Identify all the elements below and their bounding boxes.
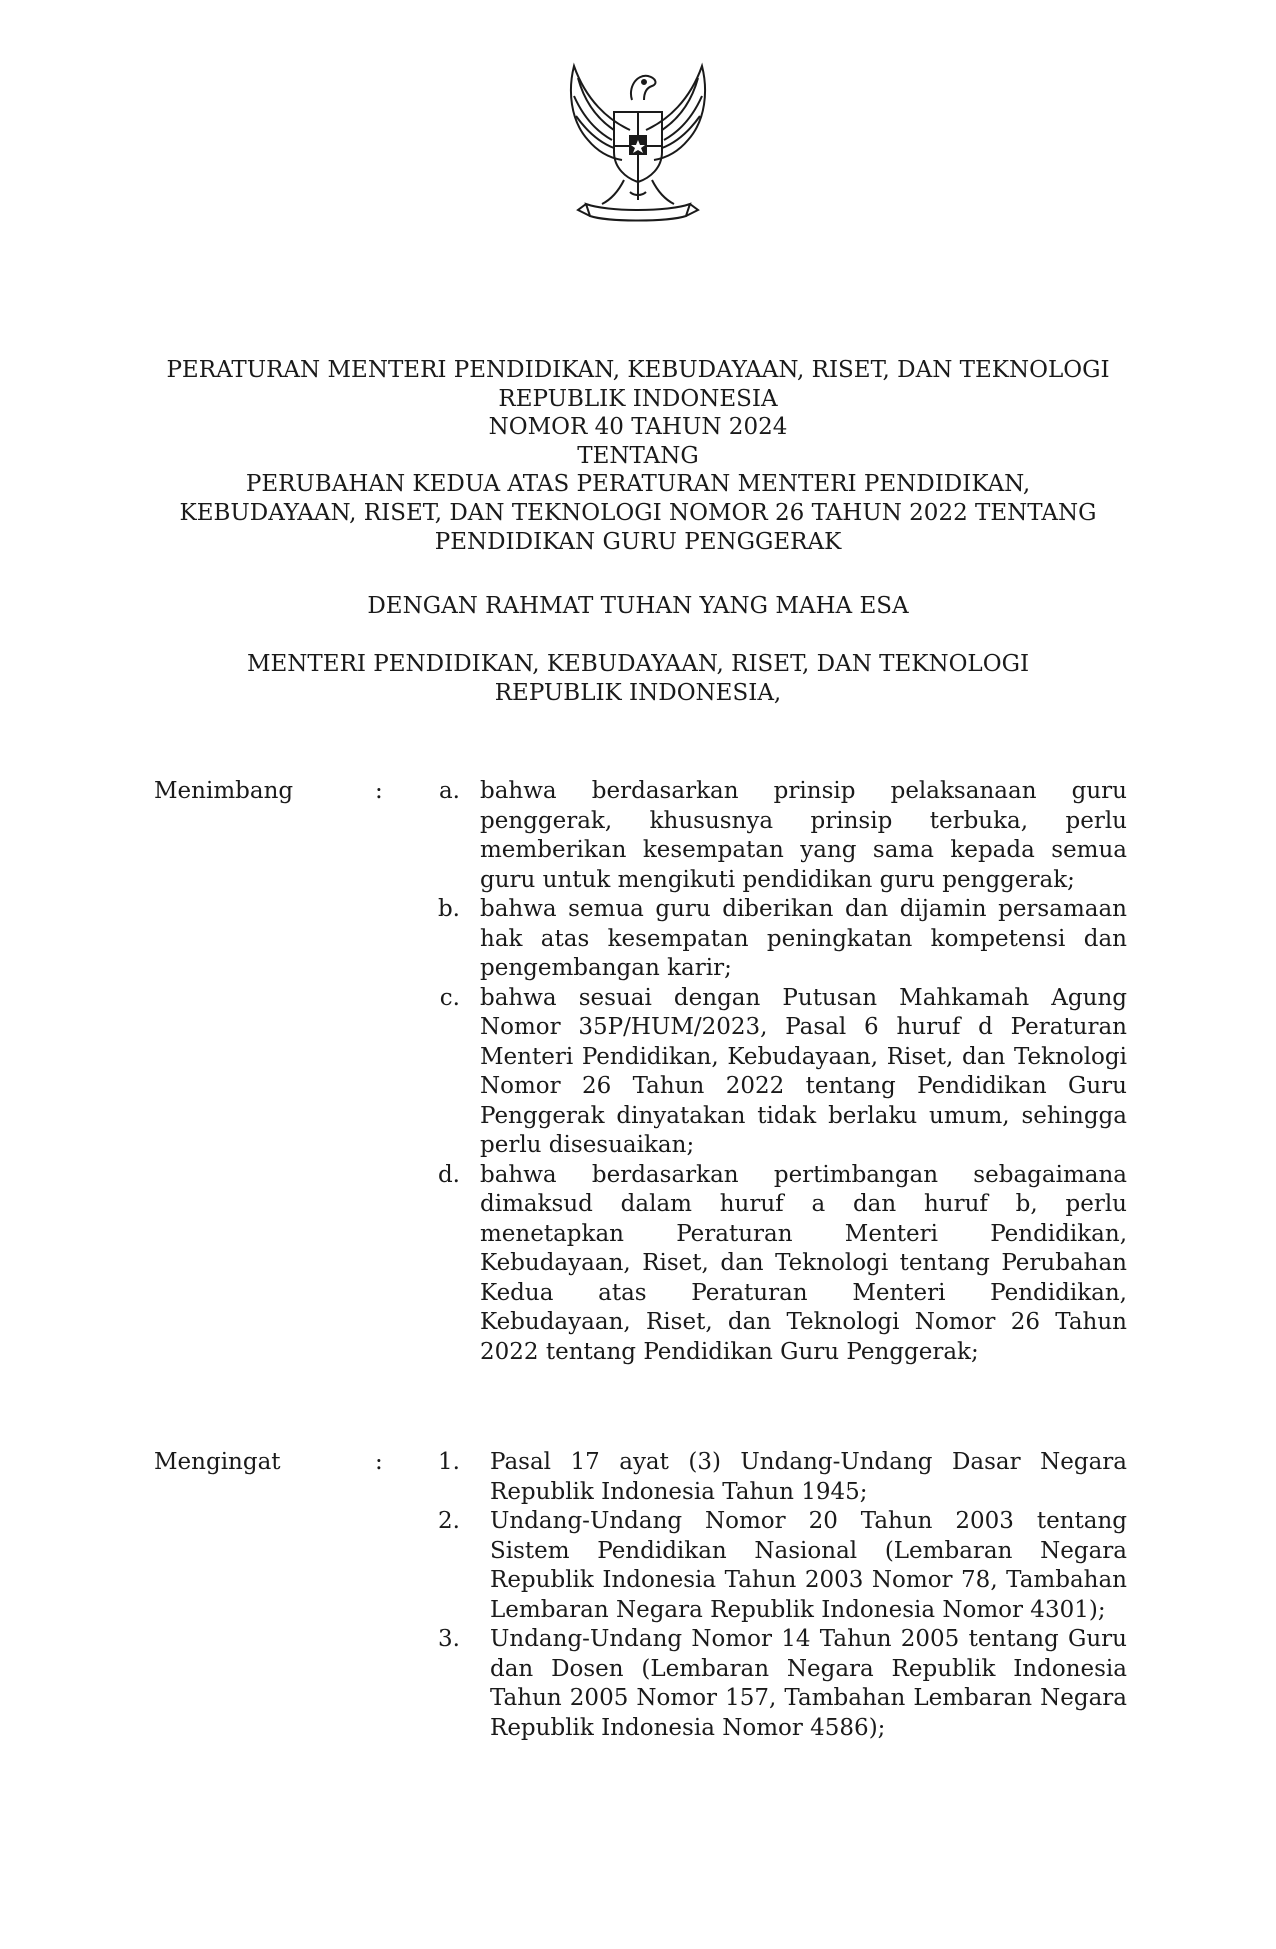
item-text: bahwa berdasarkan pertimbangan sebagaimana dimaksud dalam huruf a dan huruf b, perlu menetapkan Peraturan Menteri Pendidikan, Kebudayaan, Riset, dan Teknologi tentang Perubahan Kedua atas Peraturan Menteri Pendidikan, Kebudayaan, Riset, dan Teknologi Nomor 26 Tahun 2022 tentang Pendidikan Guru Penggerak; — [480, 1161, 1127, 1365]
menimbang-item-c — [420, 984, 1127, 1161]
item-marker: 1. — [438, 1449, 460, 1475]
item-marker: b. — [437, 896, 460, 922]
item-marker: d. — [437, 1161, 460, 1188]
title-line: PENDIDIKAN GURU PENGGERAK — [434, 528, 842, 555]
menimbang-label: Menimbang — [154, 778, 294, 804]
menimbang-item-a — [420, 777, 1127, 895]
menimbang-item-b — [420, 895, 1127, 984]
mengingat-item-3 — [420, 1625, 1127, 1743]
item-text: bahwa sesuai dengan Putusan Mahkamah Agung Nomor 35P/HUM/2023, Pasal 6 huruf d Peraturan Menteri Pendidikan, Kebudayaan, Riset, dan Teknologi Nomor 26 Tahun 2022 tentang Pendidikan Guru Penggerak dinyatakan tidak berlaku umum, sehingga perlu disesuaikan; — [480, 984, 1127, 1158]
item-marker: 2. — [438, 1508, 460, 1534]
menimbang-list — [420, 777, 1127, 1367]
minister-line: MENTERI PENDIDIKAN, KEBUDAYAAN, RISET, DAN TEKNOLOGI — [246, 651, 1030, 677]
mengingat-item-1 — [420, 1448, 1127, 1507]
blessing-line: DENGAN RAHMAT TUHAN YANG MAHA ESA — [367, 593, 909, 619]
item-text: Undang-Undang Nomor 20 Tahun 2003 tentang Sistem Pendidikan Nasional (Lembaran Negara Republik Indonesia Tahun 2003 Nomor 78, Tambahan Lembaran Negara Republik Indonesia Nomor 4301); — [490, 1508, 1127, 1623]
mengingat-item-2 — [420, 1507, 1127, 1625]
title-line: REPUBLIK INDONESIA — [498, 385, 778, 412]
item-text: bahwa berdasarkan prinsip pelaksanaan guru penggerak, khususnya prinsip terbuka, perlu memberikan kesempatan yang sama kepada semua guru untuk mengikuti pendidikan guru penggerak; — [480, 778, 1127, 893]
title-line: KEBUDAYAAN, RISET, DAN TEKNOLOGI NOMOR 26 TAHUN 2022 TENTANG — [179, 499, 1097, 526]
title-line: PERATURAN MENTERI PENDIDIKAN, KEBUDAYAAN, RISET, DAN TEKNOLOGI — [166, 357, 1110, 383]
minister-line: REPUBLIK INDONESIA, — [494, 679, 782, 706]
mengingat-label: Mengingat — [154, 1449, 281, 1475]
item-marker: 3. — [438, 1626, 460, 1652]
title-line: TENTANG — [577, 442, 699, 469]
minister-heading — [130, 650, 1146, 707]
title-line: NOMOR 40 TAHUN 2024 — [488, 414, 788, 441]
item-marker: a. — [438, 778, 460, 804]
garuda-pancasila-emblem — [548, 60, 728, 230]
mengingat-list — [420, 1448, 1127, 1743]
menimbang-item-d — [420, 1161, 1127, 1368]
menimbang-colon: : — [375, 778, 383, 804]
mengingat-colon: : — [375, 1449, 383, 1475]
item-text: Pasal 17 ayat (3) Undang-Undang Dasar Negara Republik Indonesia Tahun 1945; — [490, 1449, 1127, 1505]
title-line: PERUBAHAN KEDUA ATAS PERATURAN MENTERI PENDIDIKAN, — [245, 471, 1031, 498]
item-marker: c. — [439, 984, 460, 1011]
regulation-title — [130, 356, 1146, 556]
item-text: Undang-Undang Nomor 14 Tahun 2005 tentang Guru dan Dosen (Lembaran Negara Republik Indonesia Tahun 2005 Nomor 157, Tambahan Lembaran Negara Republik Indonesia Nomor 4586); — [490, 1626, 1127, 1741]
item-text: bahwa semua guru diberikan dan dijamin persamaan hak atas kesempatan peningkatan kompetensi dan pengembangan karir; — [480, 896, 1127, 981]
